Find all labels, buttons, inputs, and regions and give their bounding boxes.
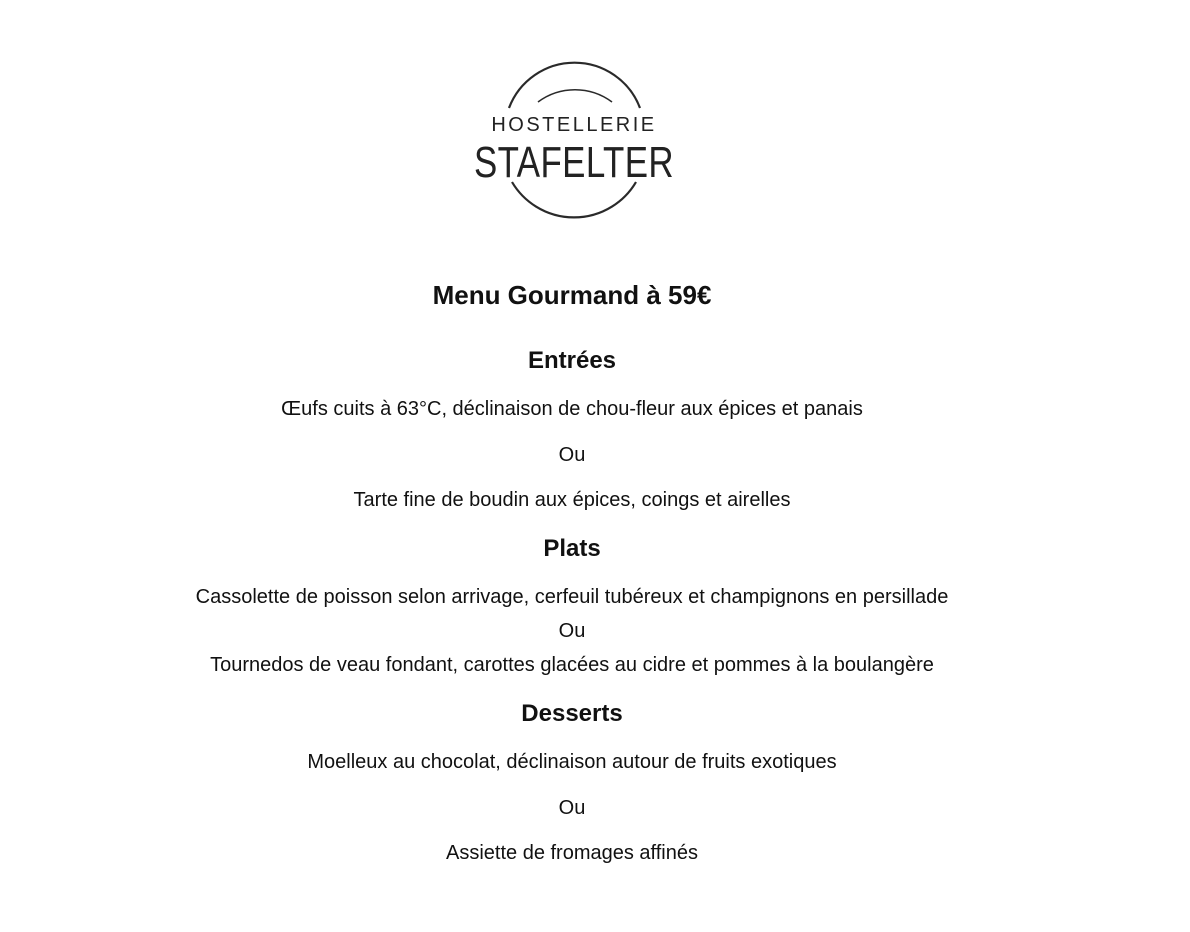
logo-line2: STAFELTER: [474, 138, 674, 187]
logo-inner-arc: [538, 90, 612, 102]
menu-item-plat-1: Cassolette de poisson selon arrivage, cerfeuil tubéreux et champignons en persillade: [195, 586, 949, 608]
section-heading-plats: Plats: [543, 535, 601, 562]
menu-item-dessert-2: Assiette de fromages affinés: [446, 842, 698, 864]
section-heading-entrees: Entrées: [527, 347, 617, 374]
hostellerie-stafelter-logo: [466, 60, 682, 214]
menu-separator-desserts: Ou: [558, 797, 586, 819]
menu-title: Menu Gourmand à 59€: [432, 280, 712, 310]
logo-upper-arc: [509, 63, 640, 108]
menu-item-dessert-1: Moelleux au chocolat, déclinaison autour de fruits exotiques: [307, 751, 837, 773]
section-heading-desserts: Desserts: [521, 700, 623, 727]
menu-item-plat-2: Tournedos de veau fondant, carottes glacées au cidre et pommes à la boulangère: [210, 654, 934, 676]
menu-separator-entrees: Ou: [558, 444, 586, 466]
menu-separator-plats: Ou: [558, 620, 586, 642]
logo-lower-arc: [512, 182, 636, 217]
menu-item-entree-2: Tarte fine de boudin aux épices, coings et airelles: [353, 489, 791, 511]
logo-line1: HOSTELLERIE: [491, 114, 657, 136]
menu-item-entree-1: Œufs cuits à 63°C, déclinaison de chou-fleur aux épices et panais: [281, 398, 863, 420]
